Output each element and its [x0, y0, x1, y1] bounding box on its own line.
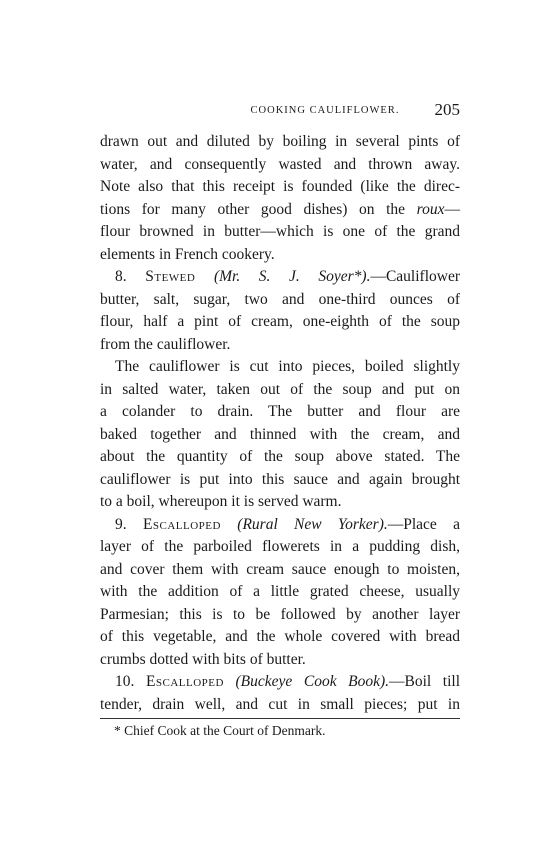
- text-line: from the cauliflower.: [100, 335, 231, 353]
- text-line: a colander to drain. The butter and flour are: [100, 403, 460, 420]
- recipe-number: 9.: [115, 515, 143, 533]
- page-header: [100, 100, 460, 120]
- text-segment: —: [444, 200, 460, 218]
- text-line: water, and consequently wasted and thrown away.: [100, 155, 460, 173]
- running-head: COOKING CAULIFLOWER.: [250, 105, 400, 116]
- text-line: butter, salt, sugar, two and one-third ounces of: [100, 290, 460, 308]
- text-line: baked together and thinned with the cream, and: [100, 425, 460, 443]
- text-line: drawn out and diluted by boiling in several pints of: [100, 133, 460, 150]
- recipe-title: Stewed: [145, 268, 196, 285]
- recipe-number: 8.: [115, 268, 146, 285]
- footnote: * Chief Cook at the Court of Denmark.: [114, 723, 326, 738]
- recipe-title: Escalloped: [142, 515, 221, 533]
- text-line: crumbs dotted with bits of butter.: [100, 650, 306, 668]
- text-line: flour browned in butter—which is one of the grand: [100, 223, 460, 240]
- text-line: Parmesian; this is to be followed by another layer: [100, 605, 460, 623]
- text-line: The cauliflower is cut into pieces, boiled slightly: [115, 358, 460, 375]
- text-line: flour, half a pint of cream, one-eighth of the soup: [100, 313, 460, 330]
- recipe-source: (Rural New Yorker).: [220, 515, 388, 533]
- recipe-source: (Buckeye Cook Book).: [223, 673, 390, 690]
- text-segment: —Boil till: [389, 673, 460, 690]
- page-number: 205: [434, 100, 460, 119]
- text-line: and cover them with cream sauce enough to moisten,: [100, 560, 460, 578]
- text-line: elements in French cookery.: [100, 245, 275, 263]
- text-line: to a boil, whereupon it is served warm.: [100, 493, 342, 510]
- text-line: of this vegetable, and the whole covered with bread: [100, 628, 460, 645]
- text-segment: —Cauliflower: [370, 268, 460, 285]
- text-line: [100, 199, 460, 222]
- recipe-number: 10.: [115, 673, 146, 690]
- body-text: [100, 131, 460, 716]
- text-line: Note also that this receipt is founded (like the direc-: [100, 178, 460, 195]
- recipe-title: Escalloped: [145, 673, 224, 690]
- text-line: cauliflower is put into this sauce and again brought: [100, 470, 460, 488]
- recipe-source: (Mr. S. J. Soyer*).: [195, 268, 371, 285]
- text-line: with the addition of a little grated cheese, usually: [100, 583, 460, 600]
- italic-word: roux: [416, 200, 445, 218]
- text-line: layer of the parboiled flowerets in a pudding dish,: [100, 538, 460, 555]
- text-segment: —Place a: [387, 515, 460, 533]
- recipe-heading-8: [100, 266, 460, 289]
- recipe-heading-10: [100, 671, 460, 694]
- recipe-heading-9: [100, 514, 460, 537]
- text-line: tender, drain well, and cut in small pieces; put in: [100, 695, 460, 713]
- text-segment: tions for many other good dishes) on the: [100, 200, 417, 218]
- text-line: about the quantity of the soup above stated. The: [100, 448, 460, 465]
- text-line: in salted water, taken out of the soup and put on: [100, 380, 460, 398]
- footnote-rule: [100, 718, 460, 719]
